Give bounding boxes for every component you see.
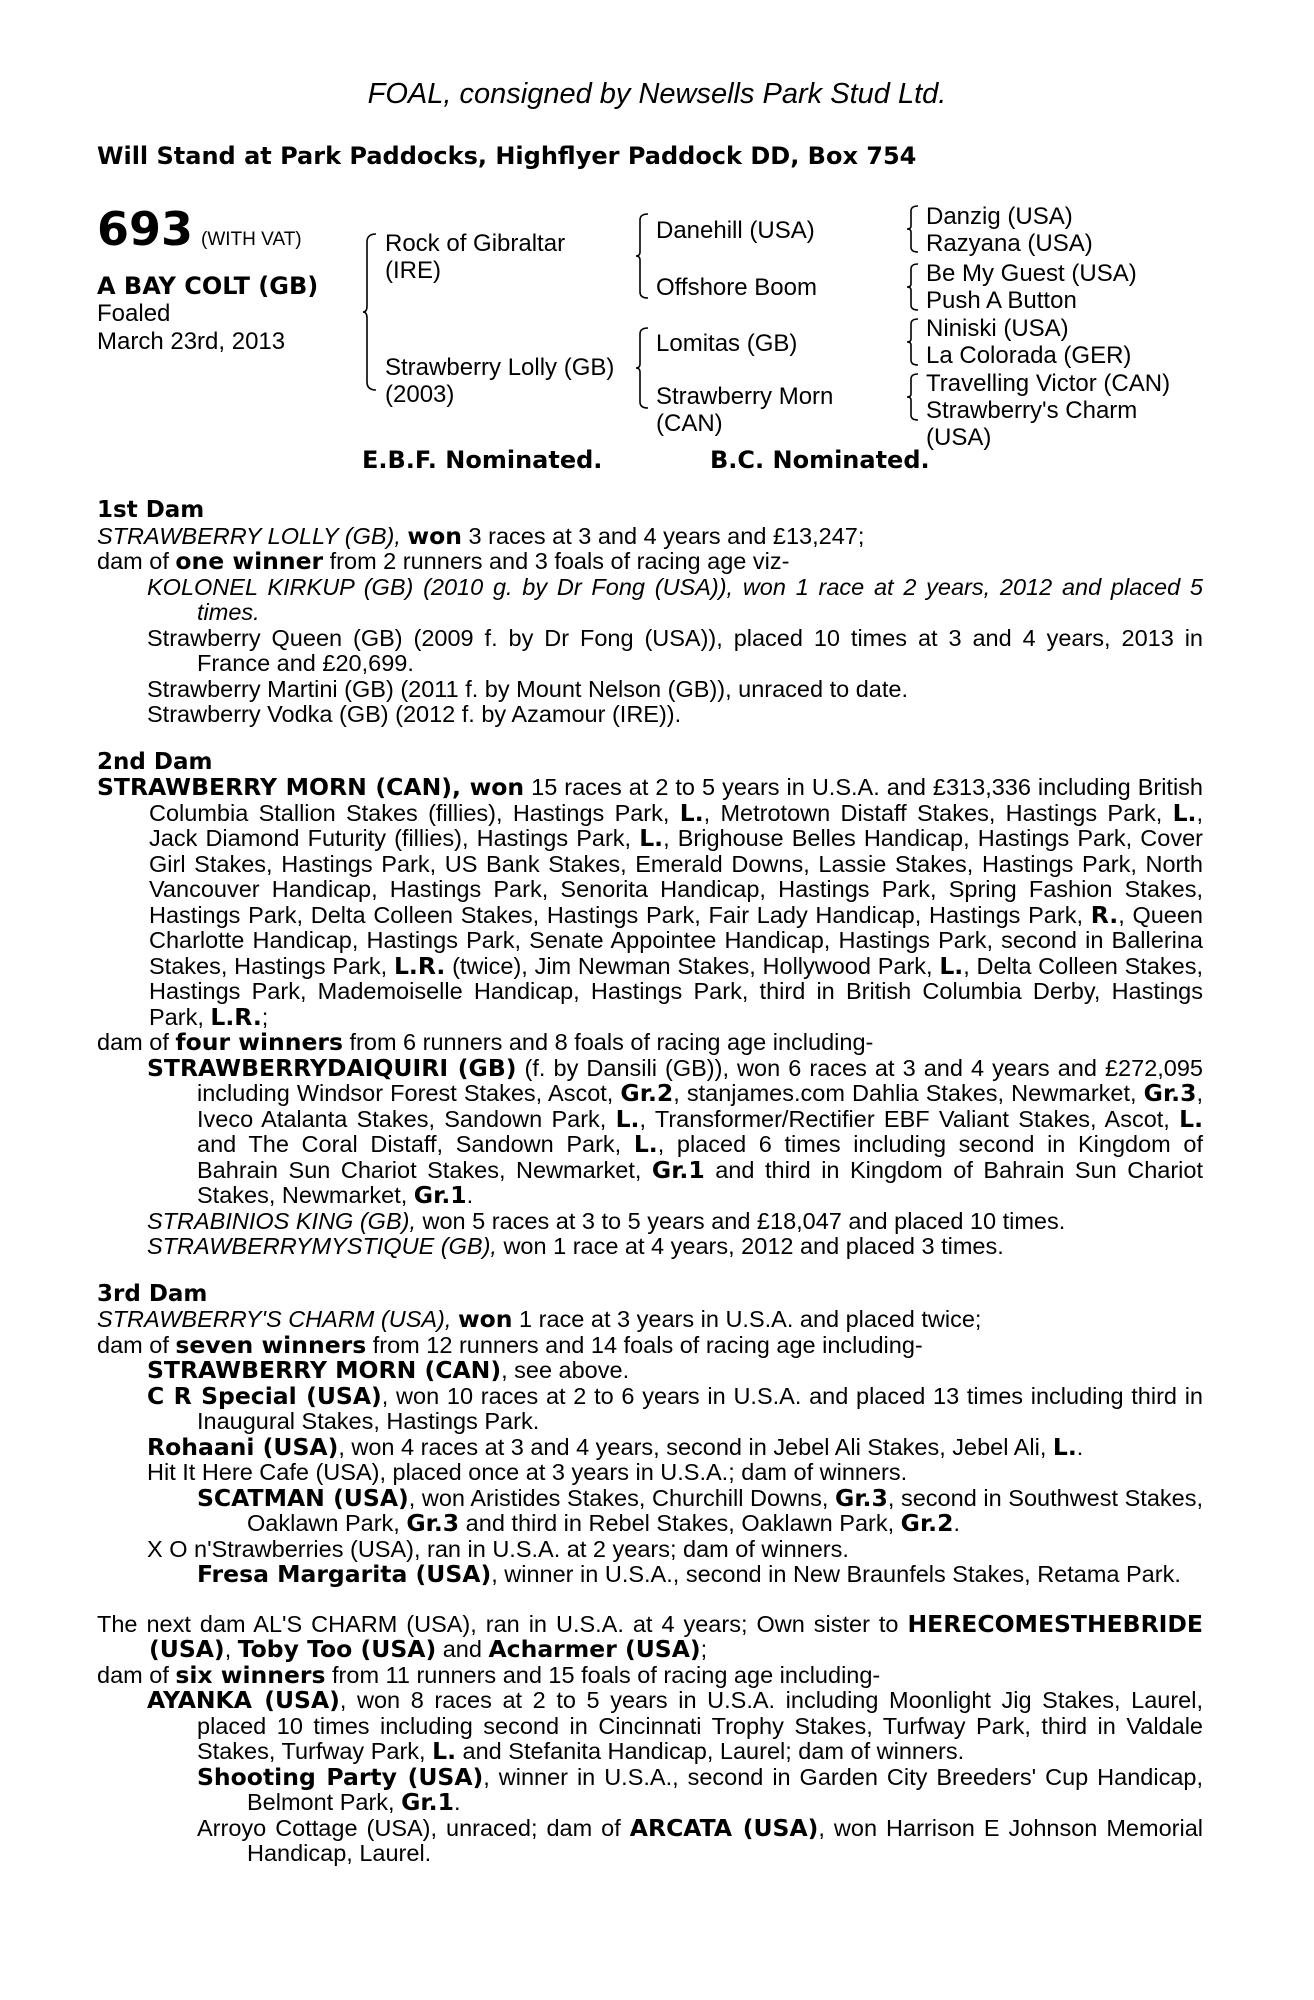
second-dam-record: STRAWBERRY MORN (CAN), won 15 races at 2 to 5 years in U.S.A. and £313,336 including British Columbia Stallion Stakes (fillies), Hastings Park, L., Metrotown Distaff Stakes, Hastings Park, L., Jack Diamond Futurity (fillies), Hastings Park, L., Brighouse Belles Handicap, Hastings Park, Cover Girl Stakes, Hastings Park, US Bank Stakes, Emerald Downs, Lassie Stakes, Hastings Park, North Vancouver Handicap, Hastings Park, Senorita Handicap, Hastings Park, Spring Fashion Stakes, Hastings Park, Delta Colleen Stakes, Hastings Park, Fair Lady Handicap, Hastings Park, R., Queen Charlotte Handicap, Hastings Park, Senate Appointee Handicap, Hastings Park, second in Ballerina Stakes, Hastings Park, L.R. (twice), Jim Newman Stakes, Hollywood Park, L., Delta Colleen Stakes, Hastings Park, Mademoiselle Handicap, Hastings Park, third in British Columbia Derby, Hastings Park, L.R.;	[97, 773, 1203, 1031]
catalogue-consignor-title: FOAL, consigned by Newsells Park Stud Ltd.	[367, 78, 947, 110]
bc-nomination: B.C. Nominated.	[710, 446, 930, 474]
third-dam-line: STRAWBERRY'S CHARM (USA), won 1 race at 3 years in U.S.A. and placed twice;	[97, 1305, 982, 1333]
list-item: Strawberry Queen (GB) (2009 f. by Dr Fong (USA)), placed 10 times at 3 and 4 years, 2013 in France and £20,699.	[147, 624, 1203, 676]
pedigree-sire-sire: Danehill (USA)	[656, 217, 815, 244]
pedigree-dss: Niniski (USA)	[926, 315, 1069, 342]
pedigree-brace-ss	[905, 204, 921, 254]
lot-vat: (WITH VAT)	[201, 229, 302, 250]
pedigree-brace-dam	[634, 326, 652, 410]
pedigree-dam: Strawberry Lolly (GB) (2003)	[385, 354, 615, 408]
foaled-label: Foaled	[97, 300, 171, 327]
ebf-nomination: E.B.F. Nominated.	[362, 446, 603, 474]
list-item: Arroyo Cottage (USA), unraced; dam of ARCATA (USA), won Harrison E Johnson Memorial Handicap, Laurel.	[197, 1813, 1203, 1866]
pedigree-brace-sd	[905, 262, 921, 312]
pedigree-brace-sire	[634, 212, 652, 300]
pedigree-sire-dam: Offshore Boom	[656, 274, 817, 301]
first-dam-produce: dam of one winner from 2 runners and 3 foals of racing age viz-	[97, 547, 790, 575]
pedigree-sss: Danzig (USA)	[926, 203, 1073, 230]
next-dam-section	[97, 1609, 1204, 1867]
foaled-date: March 23rd, 2013	[97, 328, 286, 355]
produce-record	[97, 498, 1203, 1867]
list-item: STRABINIOS KING (GB), won 5 races at 3 to 5 years and £18,047 and placed 10 times.	[147, 1207, 1066, 1234]
section-heading: 1st Dam	[97, 497, 205, 523]
first-dam-section	[97, 498, 1203, 728]
foaled-info	[97, 300, 285, 356]
pedigree-brace-main	[362, 232, 380, 392]
list-item: Strawberry Martini (GB) (2011 f. by Mount Nelson (GB)), unraced to date.	[147, 675, 908, 702]
list-item: X O n'Strawberries (USA), ran in U.S.A. at 2 years; dam of winners.	[147, 1535, 849, 1562]
list-item: KOLONEL KIRKUP (GB) (2010 g. by Dr Fong (USA)), won 1 race at 2 years, 2012 and placed 5 times.	[147, 573, 1203, 625]
pedigree-ddd: Strawberry's Charm (USA)	[926, 397, 1138, 451]
list-item: C R Special (USA), won 10 races at 2 to 6 years in U.S.A. and placed 13 times including third in Inaugural Stakes, Hastings Park.	[147, 1381, 1203, 1434]
section-heading: 3rd Dam	[97, 1280, 208, 1307]
lot-number: 693	[97, 202, 194, 256]
pedigree-brace-dd	[905, 372, 921, 422]
pedigree-dsd: La Colorada (GER)	[926, 342, 1132, 369]
third-dam-produce: dam of seven winners from 12 runners and 14 foals of racing age including-	[97, 1330, 923, 1359]
second-dam-section	[97, 750, 1203, 1260]
list-item: AYANKA (USA), won 8 races at 2 to 5 years in U.S.A. including Moonlight Jig Stakes, Laurel, placed 10 times including second in Cincinnati Trophy Stakes, Turfway Park, third in Valdale Stakes, Turfway Park, L. and Stefanita Handicap, Laurel; dam of winners.	[147, 1686, 1203, 1765]
first-dam-line: STRAWBERRY LOLLY (GB), won 3 races at 3 and 4 years and £13,247;	[97, 521, 865, 550]
pedigree-dds: Travelling Victor (CAN)	[926, 370, 1171, 397]
next-dam-produce: dam of six winners from 11 runners and 15 foals of racing age including-	[97, 1660, 881, 1689]
list-item: Strawberry Vodka (GB) (2012 f. by Azamour (IRE)).	[147, 701, 682, 727]
next-dam-line: The next dam AL'S CHARM (USA), ran in U.S.A. at 4 years; Own sister to HERECOMESTHEBRIDE (USA), Toby Too (USA) and Acharmer (USA);	[97, 1609, 1203, 1663]
lot-heading	[97, 202, 302, 256]
third-dam-section	[97, 1282, 1203, 1588]
list-item: Shooting Party (USA), winner in U.S.A., second in Garden City Breeders' Cup Handicap, Belmont Park, Gr.1.	[197, 1762, 1204, 1816]
list-item: SCATMAN (USA), won Aristides Stakes, Churchill Downs, Gr.3, second in Southwest Stakes, Oaklawn Park, Gr.3 and third in Rebel Stakes, Oaklawn Park, Gr.2.	[197, 1483, 1203, 1537]
pedigree-sds: Be My Guest (USA)	[926, 260, 1137, 287]
list-item: STRAWBERRY MORN (CAN), see above.	[147, 1356, 630, 1384]
section-heading: 2nd Dam	[97, 748, 213, 775]
pedigree-dam-dam: Strawberry Morn (CAN)	[656, 383, 834, 437]
horse-name: A BAY COLT (GB)	[97, 272, 319, 300]
stand-location: Will Stand at Park Paddocks, Highflyer Paddock DD, Box 754	[97, 142, 917, 170]
list-item: STRAWBERRYMYSTIQUE (GB), won 1 race at 4 years, 2012 and placed 3 times.	[147, 1233, 1004, 1259]
list-item: Rohaani (USA), won 4 races at 3 and 4 years, second in Jebel Ali Stakes, Jebel Ali, L..	[147, 1432, 1084, 1461]
list-item: Fresa Margarita (USA), winner in U.S.A., second in New Braunfels Stakes, Retama Park.	[197, 1560, 1181, 1588]
list-item: Hit It Here Cafe (USA), placed once at 3 years in U.S.A.; dam of winners.	[147, 1459, 908, 1485]
pedigree-brace-ds	[905, 317, 921, 367]
pedigree-dam-sire: Lomitas (GB)	[656, 330, 798, 357]
list-item: STRAWBERRYDAIQUIRI (GB) (f. by Dansili (GB)), won 6 races at 3 and 4 years and £272,095 including Windsor Forest Stakes, Ascot, Gr.2, stanjames.com Dahlia Stakes, Newmarket, Gr.3, Iveco Atalanta Stakes, Sandown Park, L., Transformer/Rectifier EBF Valiant Stakes, Ascot, L. and The Coral Distaff, Sandown Park, L., placed 6 times including second in Kingdom of Bahrain Sun Chariot Stakes, Newmarket, Gr.1 and third in Kingdom of Bahrain Sun Chariot Stakes, Newmarket, Gr.1.	[147, 1053, 1203, 1209]
pedigree-sire: Rock of Gibraltar (IRE)	[385, 230, 566, 284]
second-dam-produce: dam of four winners from 6 runners and 8 foals of racing age including-	[97, 1028, 874, 1056]
pedigree-ssd: Razyana (USA)	[926, 230, 1093, 257]
pedigree-sdd: Push A Button	[926, 287, 1077, 314]
